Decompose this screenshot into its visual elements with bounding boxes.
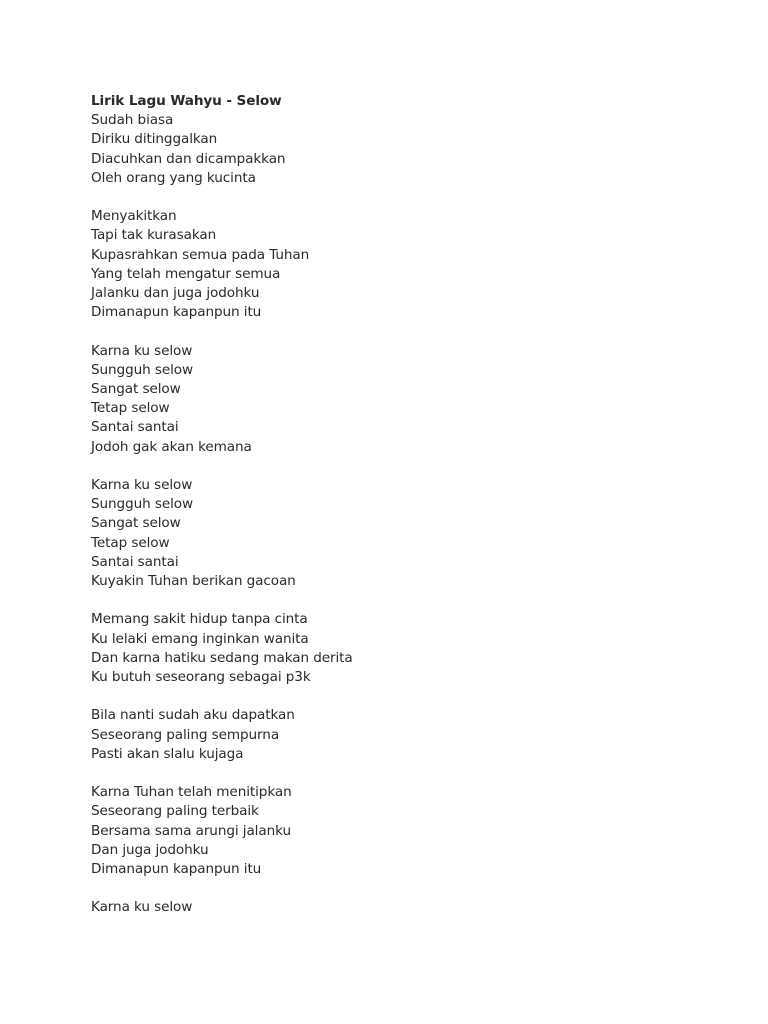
lyric-line: Pasti akan slalu kujaga [91,745,244,762]
lyrics-stanza [91,610,711,687]
lyrics-stanza [91,111,711,188]
document-title: Lirik Lagu Wahyu - Selow [91,93,282,109]
lyrics-body [91,111,711,917]
lyric-line: Dimanapun kapanpun itu [91,861,262,878]
lyric-line: Kuyakin Tuhan berikan gacoan [91,573,296,590]
lyric-line: Karna ku selow [91,899,193,916]
lyrics-stanza [91,207,711,322]
lyric-line: Yang telah mengatur semua [91,265,281,282]
lyric-line: Karna ku selow [91,477,193,494]
lyric-line: Dan juga jodohku [91,841,209,858]
lyric-line: Jodoh gak akan kemana [91,438,252,455]
lyric-line: Kupasrahkan semua pada Tuhan [91,246,310,263]
lyric-line: Tetap selow [91,400,170,417]
lyric-line: Karna Tuhan telah menitipkan [91,784,292,801]
lyric-line: Karna ku selow [91,342,193,359]
lyric-line: Diacuhkan dan dicampakkan [91,150,286,167]
lyrics-stanza [91,342,711,457]
lyric-line: Santai santai [91,553,179,570]
lyrics-document [91,92,711,937]
lyric-line: Diriku ditinggalkan [91,131,218,148]
lyric-line: Oleh orang yang kucinta [91,169,256,186]
lyric-line: Dan karna hatiku sedang makan derita [91,649,353,666]
lyric-line: Sudah biasa [91,112,174,129]
lyric-line: Tetap selow [91,534,170,551]
lyric-line: Bersama sama arungi jalanku [91,822,291,839]
lyric-line: Memang sakit hidup tanpa cinta [91,611,308,628]
lyric-line: Seseorang paling terbaik [91,803,259,820]
lyric-line: Tapi tak kurasakan [91,227,217,244]
lyrics-stanza [91,706,711,764]
lyrics-stanza [91,783,711,879]
lyric-line: Ku butuh seseorang sebagai p3k [91,669,311,686]
lyric-line: Sangat selow [91,381,181,398]
lyrics-stanza [91,898,711,917]
lyric-line: Sangat selow [91,515,181,532]
lyric-line: Bila nanti sudah aku dapatkan [91,707,295,724]
lyrics-stanza [91,476,711,591]
lyric-line: Sungguh selow [91,361,194,378]
lyric-line: Ku lelaki emang inginkan wanita [91,630,309,647]
lyric-line: Santai santai [91,419,179,436]
lyric-line: Dimanapun kapanpun itu [91,304,262,321]
lyric-line: Jalanku dan juga jodohku [91,285,260,302]
lyric-line: Sungguh selow [91,496,194,513]
lyric-line: Seseorang paling sempurna [91,726,280,743]
lyric-line: Menyakitkan [91,208,177,225]
